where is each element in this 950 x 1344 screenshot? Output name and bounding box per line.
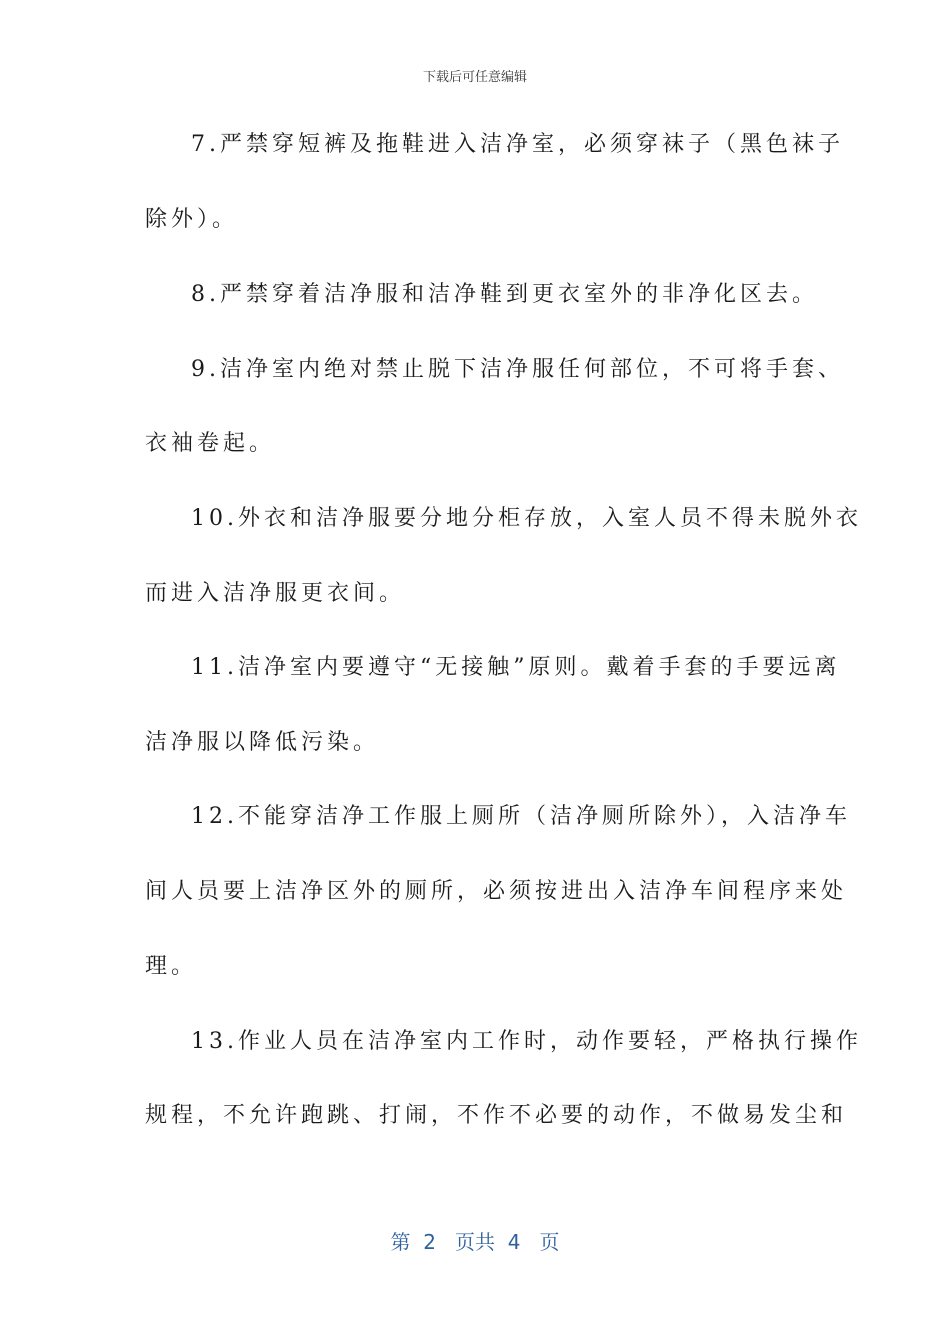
page-header: 下载后可任意编辑 bbox=[422, 70, 527, 85]
paragraph-10-line-1: 10.外衣和洁净服要分地分柜存放，入室人员不得未脱外衣 bbox=[191, 506, 862, 531]
paragraph-13-line-2: 规程，不允许跑跳、打闹，不作不必要的动作，不做易发尘和 bbox=[145, 1103, 848, 1128]
paragraph-12-line-3: 理。 bbox=[145, 954, 198, 979]
current-page-number: 2 bbox=[423, 1230, 436, 1254]
paragraph-8-line-1: 8.严禁穿着洁净服和洁净鞋到更衣室外的非净化区去。 bbox=[191, 282, 818, 307]
footer-label-end: 页 bbox=[539, 1230, 560, 1254]
paragraph-11-line-1: 11.洁净室内要遵守“无接触”原则。戴着手套的手要远离 bbox=[191, 655, 841, 680]
paragraph-7-line-2: 除外）。 bbox=[145, 207, 239, 232]
footer-label-of: 页共 bbox=[455, 1230, 495, 1254]
paragraph-7-line-1: 7.严禁穿短裤及拖鞋进入洁净室，必须穿袜子（黑色袜子 bbox=[191, 132, 844, 157]
paragraph-12-line-1: 12.不能穿洁净工作服上厕所（洁净厕所除外），入洁净车 bbox=[191, 804, 851, 829]
paragraph-10-line-2: 而进入洁净服更衣间。 bbox=[145, 581, 406, 606]
total-pages-number: 4 bbox=[507, 1230, 521, 1254]
paragraph-11-line-2: 洁净服以降低污染。 bbox=[145, 730, 380, 755]
paragraph-12-line-2: 间人员要上洁净区外的厕所，必须按进出入洁净车间程序来处 bbox=[145, 879, 848, 904]
paragraph-9-line-1: 9.洁净室内绝对禁止脱下洁净服任何部位，不可将手套、 bbox=[191, 357, 844, 382]
paragraph-9-line-2: 衣袖卷起。 bbox=[145, 431, 276, 456]
footer-label-page: 第 bbox=[390, 1230, 411, 1254]
paragraph-13-line-1: 13.作业人员在洁净室内工作时，动作要轻，严格执行操作 bbox=[191, 1029, 862, 1054]
page-footer bbox=[0, 1226, 950, 1255]
